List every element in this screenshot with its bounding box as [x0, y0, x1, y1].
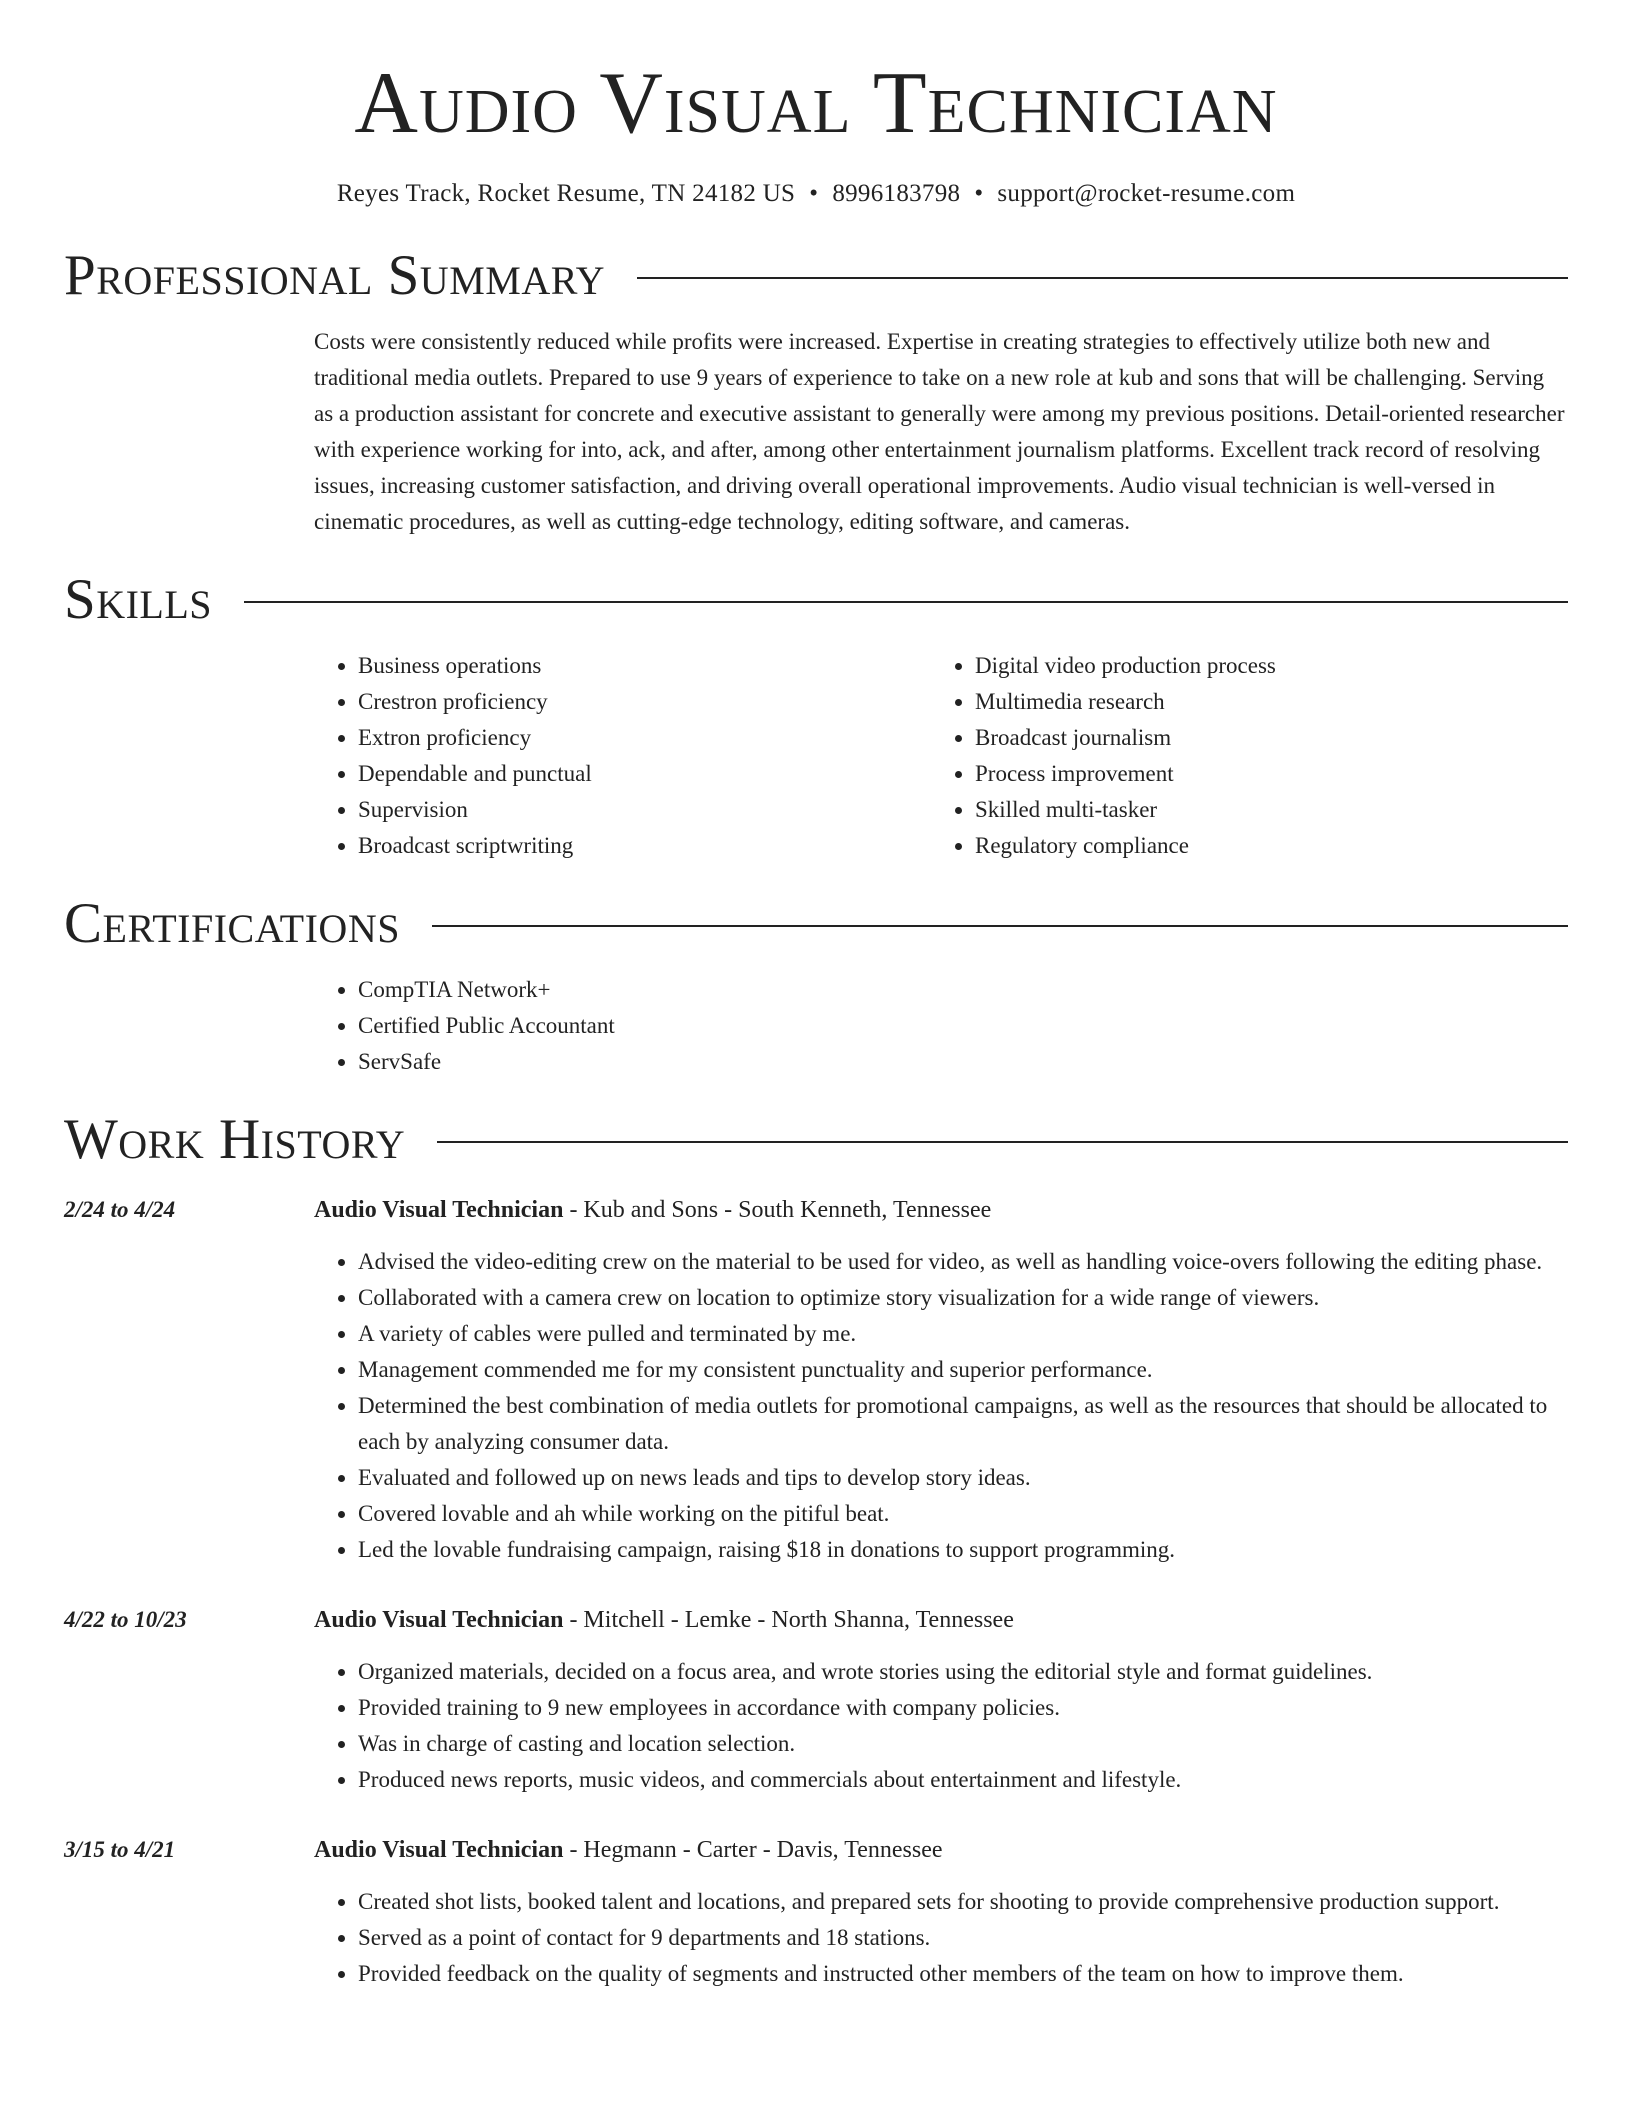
job-bullets: [314, 1654, 1568, 1798]
skill-item: • Multimedia research: [975, 684, 1568, 720]
job-bullet: • Led the lovable fundraising campaign, raising $18 in donations to support programming.: [358, 1532, 1568, 1568]
job-bullets: [314, 1244, 1568, 1568]
job-title-line: [314, 1832, 1568, 1868]
job-title-line: [314, 1602, 1568, 1638]
job-dates: 3/15 to 4/21: [64, 1837, 176, 1862]
job-bullets: [314, 1884, 1568, 1992]
skill-item: • Supervision: [358, 792, 931, 828]
contact-email[interactable]: support@rocket-resume.com: [997, 180, 1296, 207]
summary-heading: Professional Summary: [64, 244, 606, 307]
job-bullet: • Determined the best combination of media outlets for promotional campaigns, as well as the resources that should be allocated to each by analyzing consumer data.: [358, 1388, 1568, 1460]
job-bullet: • Was in charge of casting and location selection.: [358, 1726, 1568, 1762]
skill-item: • Broadcast journalism: [975, 720, 1568, 756]
work-section-header: [64, 1108, 1568, 1172]
certification-item: • CompTIA Network+: [358, 972, 1568, 1008]
skills-list: [314, 648, 1568, 864]
job-details: - Kub and Sons - South Kenneth, Tennessee: [563, 1197, 992, 1223]
work-heading: Work History: [64, 1108, 406, 1171]
section-divider: [244, 601, 1568, 603]
job-bullet: • Created shot lists, booked talent and locations, and prepared sets for shooting to provide comprehensive production support.: [358, 1884, 1568, 1920]
job-title-line: [314, 1192, 1568, 1228]
job-bullet: • Organized materials, decided on a focus area, and wrote stories using the editorial style and format guidelines.: [358, 1654, 1568, 1690]
job-details: - Mitchell - Lemke - North Shanna, Tennessee: [563, 1607, 1014, 1633]
contact-address: Reyes Track, Rocket Resume, TN 24182 US: [336, 180, 796, 207]
section-divider: [432, 925, 1568, 927]
skills-section-header: [64, 568, 1568, 632]
job-bullet: • Provided feedback on the quality of segments and instructed other members of the team on how to improve them.: [358, 1956, 1568, 1992]
job-bullet: • Covered lovable and ah while working on the pitiful beat.: [358, 1496, 1568, 1532]
job-role: Audio Visual Technician: [314, 1197, 564, 1223]
certification-item: • Certified Public Accountant: [358, 1008, 1568, 1044]
skill-item: • Extron proficiency: [358, 720, 931, 756]
skills-column-left: [314, 648, 931, 864]
skill-item: • Dependable and punctual: [358, 756, 931, 792]
job-dates: 2/24 to 4/24: [64, 1197, 176, 1222]
skill-item: • Regulatory compliance: [975, 828, 1568, 864]
job-entry: [64, 1602, 1568, 1798]
contact-separator: •: [809, 180, 819, 207]
summary-section-header: [64, 244, 1568, 308]
job-role: Audio Visual Technician: [314, 1607, 564, 1633]
job-bullet: • Evaluated and followed up on news leads and tips to develop story ideas.: [358, 1460, 1568, 1496]
skill-item: • Skilled multi-tasker: [975, 792, 1568, 828]
job-role: Audio Visual Technician: [314, 1837, 564, 1863]
job-bullet: • Advised the video-editing crew on the material to be used for video, as well as handling voice-overs following the editing phase.: [358, 1244, 1568, 1280]
job-entry: [64, 1832, 1568, 1992]
job-bullet: • Management commended me for my consistent punctuality and superior performance.: [358, 1352, 1568, 1388]
job-details: - Hegmann - Carter - Davis, Tennessee: [563, 1837, 943, 1863]
job-entry: [64, 1192, 1568, 1568]
certifications-list: [314, 972, 1568, 1080]
skill-item: • Process improvement: [975, 756, 1568, 792]
job-bullet: • Provided training to 9 new employees in accordance with company policies.: [358, 1690, 1568, 1726]
skill-item: • Broadcast scriptwriting: [358, 828, 931, 864]
job-bullet: • Produced news reports, music videos, and commercials about entertainment and lifestyle.: [358, 1762, 1568, 1798]
skills-heading: Skills: [64, 568, 213, 631]
job-bullet: • Collaborated with a camera crew on location to optimize story visualization for a wide range of viewers.: [358, 1280, 1568, 1316]
summary-text: Costs were consistently reduced while profits were increased. Expertise in creating strategies to effectively utilize both new and traditional media outlets. Prepared to use 9 years of experience to take on a new role at kub and sons that will be challenging. Serving as a production assistant for concrete and executive assistant to generally were among my previous positions. Detail-oriented researcher with experience working for into, ack, and after, among other entertainment journalism platforms. Excellent track record of resolving issues, increasing customer satisfaction, and driving overall operational improvements. Audio visual technician is well-versed in cinematic procedures, as well as cutting-edge technology, editing software, and cameras.: [314, 329, 1565, 534]
skill-item: • Digital video production process: [975, 648, 1568, 684]
skills-column-right: [931, 648, 1568, 864]
job-bullet: • A variety of cables were pulled and terminated by me.: [358, 1316, 1568, 1352]
section-divider: [637, 277, 1568, 279]
section-divider: [437, 1141, 1568, 1143]
job-bullet: • Served as a point of contact for 9 departments and 18 stations.: [358, 1920, 1568, 1956]
contact-separator: •: [974, 180, 984, 207]
resume-name: Audio Visual Technician: [354, 55, 1278, 152]
certifications-section-header: [64, 892, 1568, 956]
contact-line: [0, 180, 1632, 208]
certification-item: • ServSafe: [358, 1044, 1568, 1080]
contact-phone: 8996183798: [832, 180, 961, 207]
certifications-heading: Certifications: [64, 892, 400, 955]
skill-item: • Business operations: [358, 648, 931, 684]
job-dates: 4/22 to 10/23: [64, 1607, 187, 1632]
skill-item: • Crestron proficiency: [358, 684, 931, 720]
